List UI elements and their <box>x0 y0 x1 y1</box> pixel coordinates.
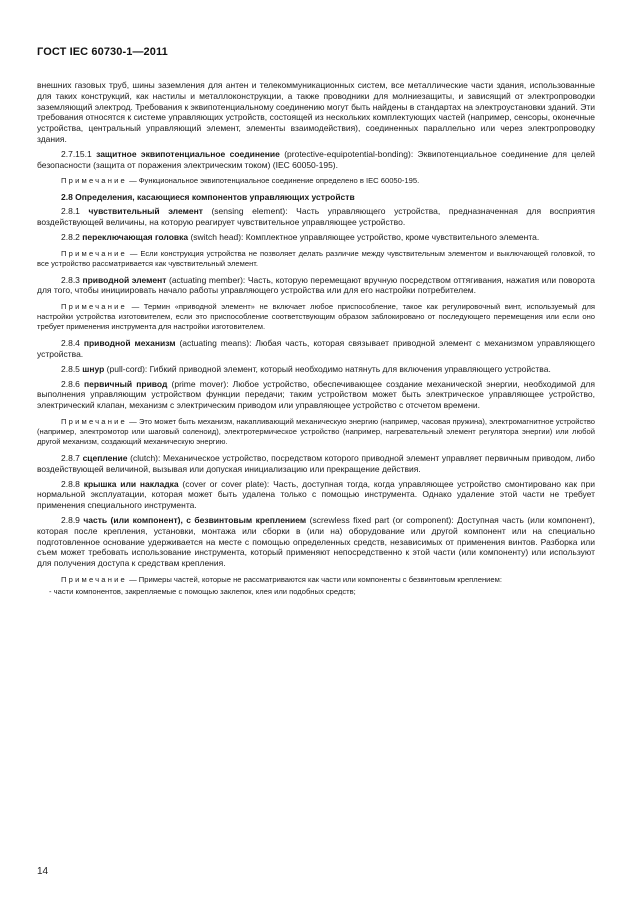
definition-text: (cover or cover plate): Часть, доступная тогда, когда управляющее устройство смонтировано как при нормальной эксплуатации, которая может быть удалена только с помощью инструмента. Однако удаление этой части не требует применения специального инструмента. <box>37 478 595 511</box>
clause-number: 2.8.5 <box>61 363 80 374</box>
document-page <box>37 46 595 603</box>
document-code-header: ГОСТ IEC 60730-1—2011 <box>37 46 168 58</box>
definition-2-8-2 <box>37 232 595 243</box>
definition-text: (prime mover): Любое устройство, обеспечивающее создание механической энергии, необходимой для выполнения управляющим устройством функции передачи; таким устройством может быть электрическое управляющее устройство, электрический клапан, механизм с электрическим приводом или управляющее устройство с отсчетом времени. <box>37 378 595 411</box>
definition-text: (actuating member): Часть, которую перемещают вручную посредством оттягивания, нажатия или поворота для того, чтобы инициировать начало работы управляющего устройства или для его настройки потребителем. <box>37 274 595 296</box>
section-heading-2-8: 2.8 Определения, касающиеся компонентов управляющих устройств <box>61 192 355 203</box>
definition-2-8-7 <box>37 453 595 475</box>
definition-2-8-9 <box>37 515 595 569</box>
clause-number: 2.8.6 <box>61 378 80 389</box>
definition-text: (sensing element): Часть управляющего устройства, предназначенная для восприятия воздействующей величины, на которую реагирует чувствительное управляющее устройство. <box>37 206 595 227</box>
note-5 <box>37 575 595 585</box>
definition-2-8-1 <box>37 206 595 228</box>
definition-2-8-5 <box>37 364 595 375</box>
note-2 <box>37 249 595 269</box>
definition-2-8-4 <box>37 338 595 360</box>
clause-number: 2.8.7 <box>61 452 80 463</box>
definition-text: (clutch): Механическое устройство, посредством которого приводной элемент управляет первичным приводом, либо воздействующей величиной, вызывая или допуская инициализацию или прекращение действия. <box>37 452 595 474</box>
note-label: Примечание <box>61 574 127 584</box>
note-label: Примечание <box>61 176 127 186</box>
note-4 <box>37 417 595 447</box>
definition-2-8-8 <box>37 479 595 511</box>
note-label: Примечание <box>61 248 127 258</box>
term: приводной элемент <box>82 274 167 285</box>
note-text: — Термин «приводной элемент» не включает любое приспособление, такое как регулировочный винт, используемый для настройки устройства изготовителем, если это приспособление соответствующим образом заблокировано от последующего перемещения или если оно требует применения инструмента для настройки изготовителем. <box>37 302 595 332</box>
term: чувствительный элемент <box>88 206 203 217</box>
definition-2-8-6 <box>37 379 595 411</box>
term: шнур <box>82 363 105 374</box>
definition-2-7-15-1 <box>37 149 595 171</box>
definition-text: (actuating means): Любая часть, которая связывает приводной элемент с механизмом управляющего устройства. <box>37 338 595 359</box>
clause-number: 2.8.2 <box>61 231 80 242</box>
note-label: Примечание <box>61 416 127 426</box>
clause-number: 2.8.1 <box>61 206 80 217</box>
term: сцепление <box>82 452 128 463</box>
clause-number: 2.8.9 <box>61 514 80 525</box>
term: часть (или компонент), с безвинтовым креплением <box>83 514 307 525</box>
clause-number: 2.8.4 <box>61 338 80 349</box>
note-label: Примечание <box>61 302 127 312</box>
definition-text: (screwless fixed part (or component): Доступная часть (или компонент), которая после крепления, установки, монтажа или сборки в (или на) оборудование или другой компонент или на специально подготовленное основание удерживается на месте с помощью определенных средств, независимых от применения винтов. Разборка или съем может требовать использование инструмента, который применяют непосредственно к этой части (или компоненту) или используют для получения доступа к средствам крепления. <box>37 514 595 569</box>
clause-number: 2.8.8 <box>61 478 80 489</box>
note-text: — Функциональное эквипотенциальное соединение определено в IEC 60050-195. <box>126 176 420 186</box>
term: крышка или накладка <box>83 478 179 489</box>
note-1 <box>37 176 595 186</box>
note-text: — Примеры частей, которые не рассматриваются как части или компоненты с безвинтовым креплением: <box>126 574 502 584</box>
definition-text: (pull-cord): Гибкий приводной элемент, который необходимо натянуть для включения управляющего устройства. <box>104 363 551 374</box>
paragraph-continuation: внешних газовых труб, шины заземления для антен и телекоммуникационных систем, все металлические части здания, использованные для таких конструкций, как настилы и металлоконструкции, а также проводники для молниезащиты, и зависящий от электропроводки заземляющий электрод. Требования к эквипотенциальному соединению могут быть найдены в стандартах на электроустановки зданий. Эти требования относятся к системе управляющих устройств, состоящей из нескольких комплектующих частей (например, сенсоры, оконечные устройства, центральный управляющий элемент, элементы взаимодействия), соединенных параллельно или через электропроводку здания. <box>37 80 595 144</box>
definition-text: (switch head): Комплектное управляющее устройство, кроме чувствительного элемента. <box>188 231 540 242</box>
term: первичный привод <box>84 378 168 389</box>
note-5-list-item: - части компонентов, закрепляемые с помощью заклепок, клея или подобных средств; <box>49 586 356 596</box>
note-text: — Если конструкция устройства не позволяет делать различие между чувствительным элементом и выключающей головкой, то все устройство рассматривается как чувствительный элемент. <box>37 248 595 268</box>
note-text: — Это может быть механизм, накапливающий механическую энергию (например, часовая пружина), электромагнитное устройство (например, электромотор или шаговый соленоид), электротермическое устройство (например, нагревательный элемент регулятора энергии) или любой другой механизм, создающий механическую энергию. <box>37 416 595 446</box>
clause-number: 2.8.3 <box>61 274 80 285</box>
definition-text: (protective-equipotential-bonding): Эквипотенциальное соединение для целей безопасности (защита от поражения электрическим током) (IEC 60050-195). <box>37 148 595 170</box>
document-body <box>37 80 595 597</box>
term: защитное эквипотенциальное соединение <box>96 148 280 159</box>
clause-number: 2.7.15.1 <box>61 148 92 159</box>
term: переключающая головка <box>82 231 189 242</box>
term: приводной механизм <box>83 338 176 349</box>
note-3 <box>37 302 595 332</box>
definition-2-8-3 <box>37 275 595 297</box>
page-number: 14 <box>37 866 49 877</box>
